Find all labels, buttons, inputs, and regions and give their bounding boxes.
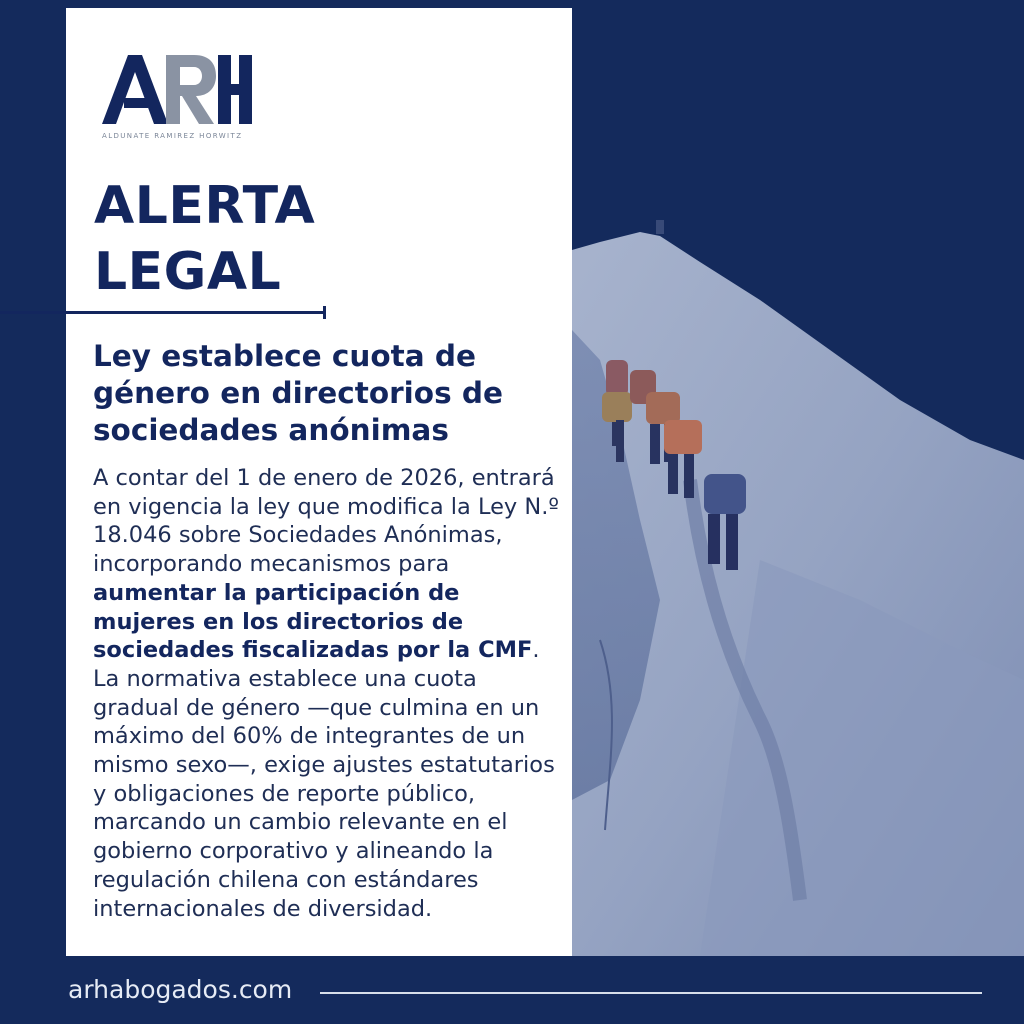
article-body	[93, 464, 568, 923]
body-rest: La normativa establece una cuota gradual de género —que culmina en un máximo del 60% de integrantes de un mismo sexo—, exige ajustes estatutarios y obligaciones de reporte público, marcando un cambio relevante en el gobierno corporativo y alineando la regulación chilena con estándares internacionales de diversidad.	[93, 665, 555, 922]
arh-logo	[102, 52, 262, 147]
website-link[interactable]: arhabogados.com	[68, 975, 293, 1004]
headline-line-2: LEGAL	[94, 242, 282, 302]
body-period: .	[532, 637, 540, 664]
content-card	[66, 8, 572, 956]
headline-divider-cap	[323, 306, 326, 319]
body-highlight: aumentar la participación de mujeres en los directorios de sociedades fiscalizadas por la CMF	[93, 579, 533, 664]
headline-divider	[0, 311, 325, 314]
footer-divider	[320, 992, 982, 994]
body-intro: A contar del 1 de enero de 2026, entrará en vigencia la ley que modifica la Ley N.º 18.046 sobre Sociedades Anónimas, incorporando mecanismos para	[93, 465, 559, 578]
logo-tagline: ALDUNATE RAMIREZ HORWITZ	[102, 132, 243, 140]
article-subtitle: Ley establece cuota de género en directorios de sociedades anónimas	[93, 339, 504, 447]
alert-headline	[94, 173, 315, 305]
arh-logo-mark	[102, 52, 252, 127]
headline-line-1: ALERTA	[94, 176, 316, 236]
